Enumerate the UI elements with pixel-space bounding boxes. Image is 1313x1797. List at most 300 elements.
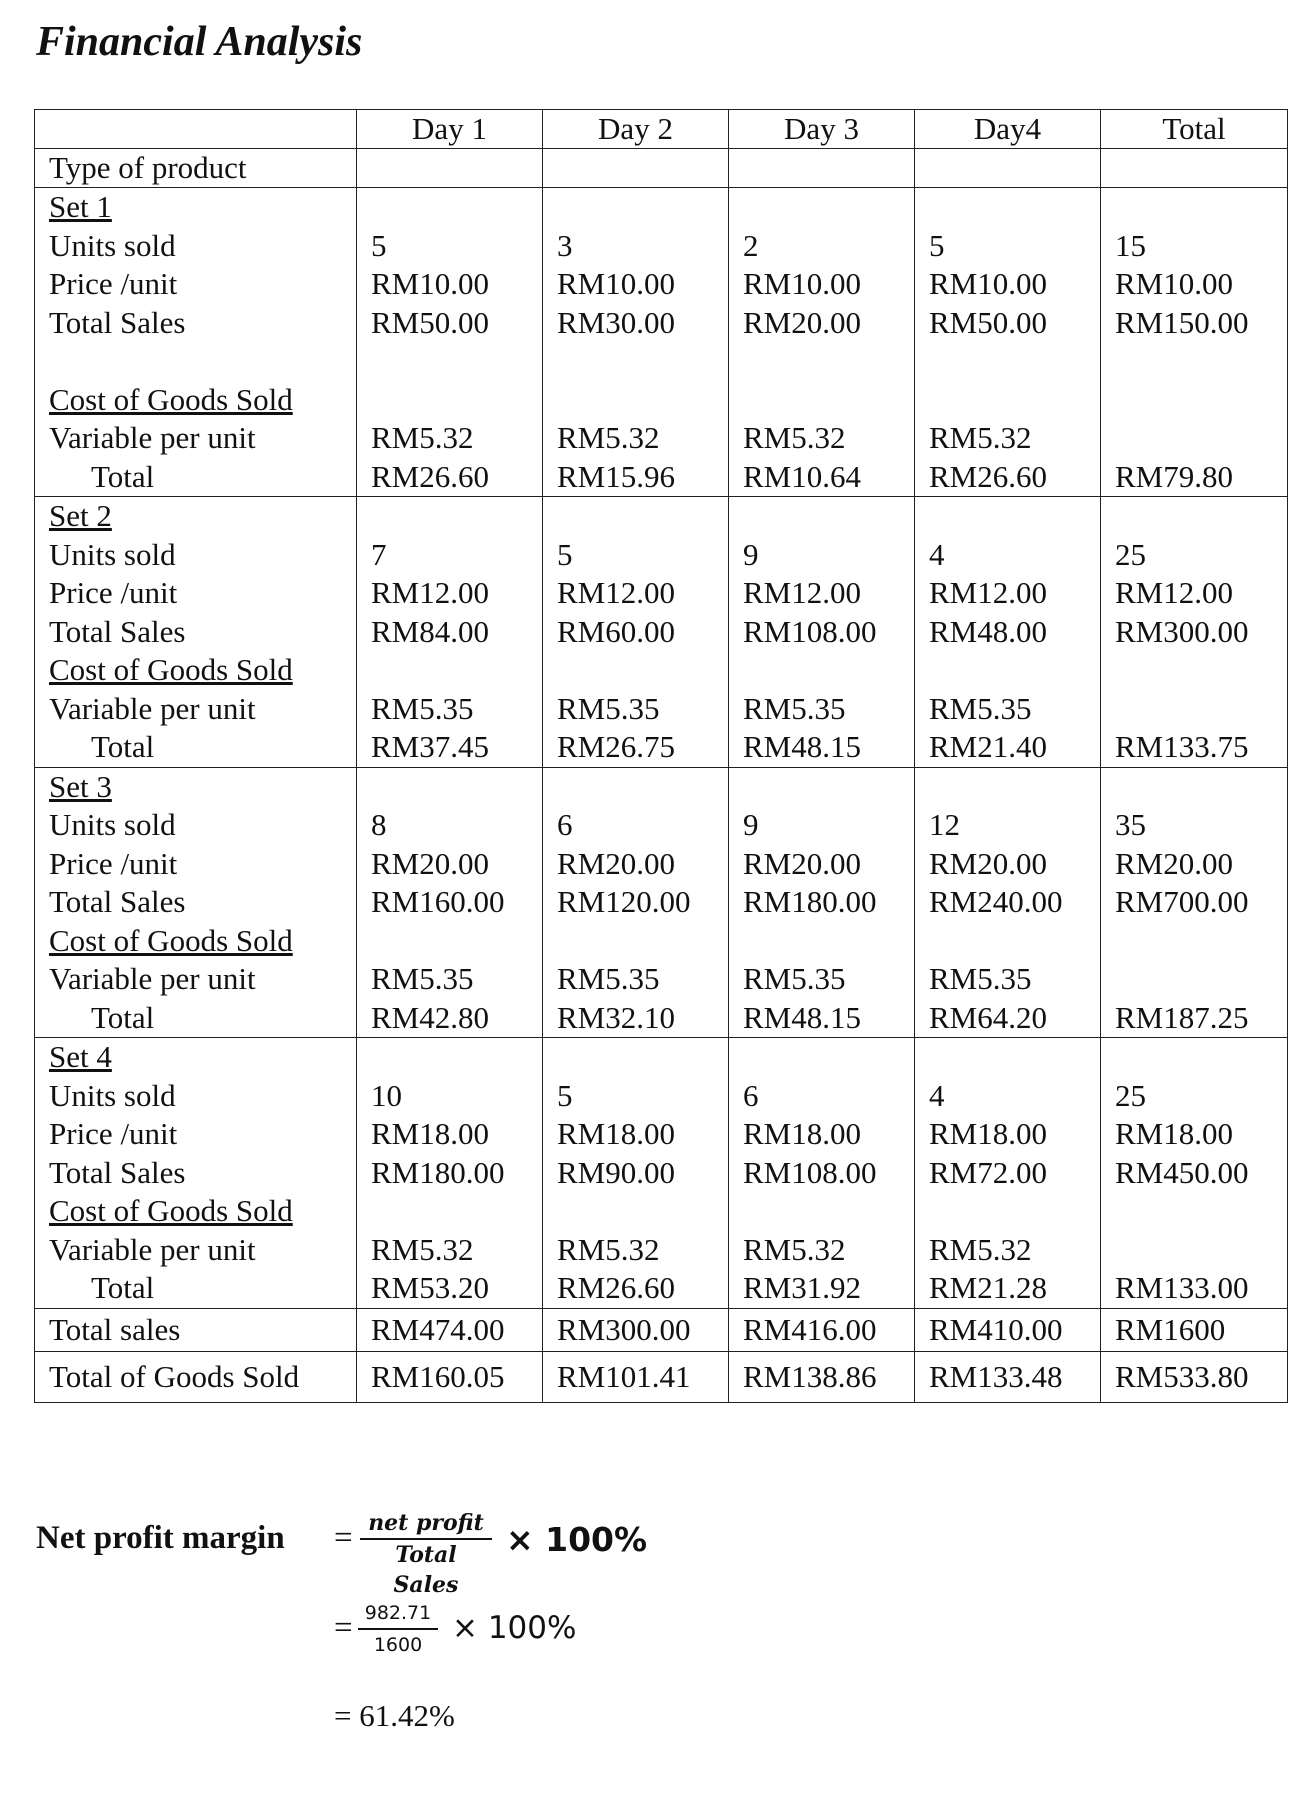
table-cell (357, 806, 543, 845)
table-cell (915, 806, 1101, 845)
table-cell (1101, 613, 1288, 652)
cell-text: RM5.35 (371, 961, 474, 996)
table-cell (729, 922, 915, 961)
set-name-row (35, 188, 1288, 227)
table-cell (1101, 806, 1288, 845)
cell-text: RM20.00 (743, 304, 861, 340)
set-name (35, 188, 357, 227)
set-name-row (35, 767, 1288, 806)
table-cell (915, 1192, 1101, 1231)
table-cell (543, 381, 729, 420)
table-cell (357, 1115, 543, 1154)
set-sales-row (35, 1154, 1288, 1193)
table-cell (729, 149, 915, 188)
table-cell (357, 1077, 543, 1116)
cell-text: Units sold (49, 227, 176, 263)
table-cell (1101, 1231, 1288, 1270)
row-label (35, 227, 357, 266)
table-cell (543, 1308, 729, 1351)
table-cell (35, 342, 357, 381)
row-label (35, 1115, 357, 1154)
table-cell (729, 1192, 915, 1231)
financial-table (34, 109, 1288, 1403)
cell-text: 5 (557, 536, 573, 572)
table-cell (357, 188, 543, 227)
variable-row (35, 1231, 1288, 1270)
table-cell (1101, 1038, 1288, 1077)
cell-text: RM187.25 (1115, 999, 1249, 1035)
table-cell (729, 381, 915, 420)
table-cell (357, 1231, 543, 1270)
row-label (35, 574, 357, 613)
cell-text: 6 (557, 807, 573, 842)
table-cell (729, 806, 915, 845)
table-cell (357, 1154, 543, 1193)
cell-text: RM72.00 (929, 1154, 1047, 1190)
row-label (35, 1351, 357, 1402)
table-cell (1101, 845, 1288, 884)
table-cell (543, 651, 729, 690)
row-label (35, 613, 357, 652)
cell-text: RM10.00 (743, 266, 861, 301)
cell-text: RM133.48 (929, 1358, 1063, 1394)
net-profit-result: = 61.42% (334, 1698, 455, 1733)
table-cell (915, 1231, 1101, 1270)
cell-text: Set 3 (49, 768, 112, 804)
table-cell (915, 1351, 1101, 1402)
cell-text: RM21.28 (929, 1270, 1047, 1305)
cell-text: RM18.00 (557, 1116, 675, 1151)
net-profit-margin-label: Net profit margin (36, 1520, 285, 1556)
row-label (35, 806, 357, 845)
cell-text: RM5.32 (371, 1231, 474, 1267)
table-cell (729, 304, 915, 343)
table-cell (357, 651, 543, 690)
cell-text: RM20.00 (557, 845, 675, 881)
cogs-row (35, 922, 1288, 961)
cell-text: RM10.00 (929, 266, 1047, 301)
table-cell (1101, 1192, 1288, 1231)
cell-text: RM18.00 (743, 1116, 861, 1151)
cogs-label (35, 1192, 357, 1231)
cell-text: Total Sales (49, 884, 186, 919)
table-cell (915, 1154, 1101, 1193)
cell-text: 4 (929, 536, 945, 572)
cell-text: Set 1 (49, 189, 112, 224)
table-cell (543, 227, 729, 266)
value-fraction (358, 1598, 438, 1660)
set-units-row (35, 536, 1288, 575)
cell-text: RM138.86 (743, 1358, 877, 1394)
table-cell (1101, 651, 1288, 690)
table-cell (729, 265, 915, 304)
table-cell (543, 845, 729, 884)
table-cell (1101, 265, 1288, 304)
cell-text: RM5.32 (371, 420, 474, 455)
cell-text: RM133.75 (1115, 729, 1249, 764)
table-cell (357, 458, 543, 497)
table-cell (357, 149, 543, 188)
table-cell (1101, 922, 1288, 961)
table-cell (729, 497, 915, 536)
cell-text: RM18.00 (1115, 1116, 1233, 1151)
cell-text: RM108.00 (743, 613, 877, 649)
table-cell (729, 1269, 915, 1308)
cell-text: RM18.00 (929, 1116, 1047, 1151)
cell-text: RM10.00 (371, 266, 489, 301)
cost-total-row (35, 999, 1288, 1038)
table-cell (1101, 1077, 1288, 1116)
cell-text: RM5.35 (929, 690, 1032, 726)
set-price-row (35, 1115, 1288, 1154)
cell-text: Cost of Goods Sold (49, 1193, 293, 1228)
table-cell (915, 767, 1101, 806)
table-cell (729, 613, 915, 652)
cell-text: Type of product (49, 150, 247, 185)
cell-text: RM1600 (1115, 1311, 1226, 1347)
table-cell (543, 1351, 729, 1402)
cell-text: RM5.35 (743, 961, 846, 996)
cogs-row (35, 381, 1288, 420)
cell-text: RM64.20 (929, 999, 1047, 1035)
set-price-row (35, 574, 1288, 613)
cell-text: Total Sales (49, 1154, 186, 1190)
table-cell (543, 728, 729, 767)
cell-text: RM150.00 (1115, 304, 1249, 340)
row-label (35, 419, 357, 458)
table-cell (729, 419, 915, 458)
table-cell (543, 1115, 729, 1154)
header-cell (915, 110, 1101, 149)
table-cell (357, 845, 543, 884)
cell-text: Cost of Goods Sold (49, 652, 293, 687)
cell-text: Price /unit (49, 575, 178, 610)
row-label (35, 883, 357, 922)
table-cell (915, 381, 1101, 420)
table-cell (357, 690, 543, 729)
table-cell (357, 536, 543, 575)
cell-text: 9 (743, 807, 759, 842)
cell-text: RM160.05 (371, 1358, 505, 1394)
cell-text: RM300.00 (1115, 613, 1249, 649)
table-cell (1101, 419, 1288, 458)
cell-text: RM48.15 (743, 999, 861, 1035)
table-cell (357, 1269, 543, 1308)
cell-text: RM5.32 (929, 1231, 1032, 1267)
cell-text: RM12.00 (1115, 575, 1233, 610)
cogs-row (35, 651, 1288, 690)
table-cell (357, 419, 543, 458)
set-units-row (35, 806, 1288, 845)
cell-text: 25 (1115, 1077, 1146, 1113)
cell-text: RM60.00 (557, 613, 675, 649)
table-cell (729, 227, 915, 266)
cell-text: Price /unit (49, 266, 178, 301)
cell-text: RM120.00 (557, 884, 691, 919)
cell-text: RM5.32 (929, 420, 1032, 455)
cell-text: RM84.00 (371, 613, 489, 649)
table-cell (1101, 690, 1288, 729)
table-cell (729, 342, 915, 381)
row-label (35, 536, 357, 575)
cell-text: Set 4 (49, 1039, 112, 1074)
table-cell (915, 149, 1101, 188)
cell-text: 3 (557, 227, 573, 263)
cell-text: RM101.41 (557, 1358, 691, 1394)
table-cell (729, 1154, 915, 1193)
cogs-label (35, 381, 357, 420)
table-cell (357, 574, 543, 613)
cell-text: RM48.00 (929, 613, 1047, 649)
table-cell (543, 999, 729, 1038)
cell-text: Total of Goods Sold (49, 1358, 300, 1394)
cell-text: Units sold (49, 536, 176, 572)
cogs-row (35, 1192, 1288, 1231)
cell-text: Total (91, 999, 155, 1035)
table-cell (915, 613, 1101, 652)
table-cell (357, 1351, 543, 1402)
table-cell (1101, 999, 1288, 1038)
table-cell (915, 960, 1101, 999)
table-cell (915, 845, 1101, 884)
set-price-row (35, 845, 1288, 884)
header-cell (357, 110, 543, 149)
table-cell (543, 806, 729, 845)
cell-text: RM90.00 (557, 1154, 675, 1190)
header-cell (543, 110, 729, 149)
table-cell (1101, 149, 1288, 188)
table-cell (729, 690, 915, 729)
cell-text: RM5.35 (371, 690, 474, 726)
spacer-row (35, 342, 1288, 381)
cell-text: RM180.00 (371, 1154, 505, 1190)
set-name (35, 1038, 357, 1077)
cell-text: RM10.00 (557, 266, 675, 301)
cell-text: RM10.00 (1115, 266, 1233, 301)
table-cell (357, 767, 543, 806)
cell-text: RM53.20 (371, 1270, 489, 1305)
table-cell (915, 1269, 1101, 1308)
cell-text: Day 1 (412, 111, 487, 146)
row-label (35, 458, 357, 497)
table-cell (543, 188, 729, 227)
cell-text: 5 (929, 227, 945, 263)
header-cell (729, 110, 915, 149)
table-cell (729, 767, 915, 806)
cell-text: Total (91, 458, 155, 494)
table-cell (729, 999, 915, 1038)
table-cell (543, 960, 729, 999)
cell-text: Variable per unit (49, 690, 256, 726)
row-label (35, 960, 357, 999)
cell-text: Price /unit (49, 845, 178, 881)
cell-text: Total Sales (49, 304, 186, 340)
table-cell (915, 651, 1101, 690)
set-sales-row (35, 304, 1288, 343)
set-sales-row (35, 883, 1288, 922)
table-cell (357, 227, 543, 266)
cell-text: RM21.40 (929, 729, 1047, 764)
table-cell (729, 188, 915, 227)
equals-sign-1: = (334, 1520, 353, 1556)
cell-text: RM5.35 (743, 690, 846, 726)
table-cell (729, 574, 915, 613)
table-cell (915, 1115, 1101, 1154)
table-cell (357, 613, 543, 652)
cell-text: RM240.00 (929, 884, 1063, 919)
table-cell (357, 1192, 543, 1231)
table-cell (915, 883, 1101, 922)
cell-text: 9 (743, 536, 759, 572)
set-name-row (35, 1038, 1288, 1077)
cell-text: RM20.00 (1115, 845, 1233, 881)
set-name (35, 767, 357, 806)
variable-row (35, 960, 1288, 999)
table-cell (1101, 458, 1288, 497)
table-cell (729, 1115, 915, 1154)
table-cell (915, 342, 1101, 381)
cell-text: RM5.32 (557, 420, 660, 455)
row-label (35, 845, 357, 884)
cell-text: RM15.96 (557, 458, 675, 494)
table-cell (543, 690, 729, 729)
total-sales-row (35, 1308, 1288, 1351)
formula-numerator: net profit (368, 1510, 484, 1536)
table-cell (1101, 1351, 1288, 1402)
table-cell (543, 419, 729, 458)
cell-text: RM12.00 (929, 575, 1047, 610)
table-cell (543, 1192, 729, 1231)
cell-text: RM31.92 (743, 1270, 861, 1305)
cell-text: Variable per unit (49, 420, 256, 455)
cell-text: 6 (743, 1077, 759, 1113)
cell-text: Day 3 (784, 111, 859, 146)
cell-text: 5 (371, 227, 387, 263)
cell-text: 10 (371, 1077, 402, 1113)
cell-text: RM300.00 (557, 1311, 691, 1347)
cell-text: RM700.00 (1115, 884, 1249, 919)
table-cell (357, 381, 543, 420)
cell-text: Cost of Goods Sold (49, 381, 293, 417)
table-cell (1101, 728, 1288, 767)
table-cell (543, 149, 729, 188)
cell-text: RM20.00 (743, 845, 861, 881)
table-cell (915, 999, 1101, 1038)
cell-text: RM5.35 (929, 961, 1032, 996)
table-cell (729, 1231, 915, 1270)
cell-text: Set 2 (49, 498, 112, 533)
row-label (35, 1308, 357, 1351)
table-cell (915, 458, 1101, 497)
table-cell (729, 1308, 915, 1351)
table-cell (1101, 497, 1288, 536)
table-cell (729, 536, 915, 575)
cell-text: Total (91, 1270, 155, 1305)
table-cell (1101, 304, 1288, 343)
set-sales-row (35, 613, 1288, 652)
row-label (35, 999, 357, 1038)
table-cell (729, 458, 915, 497)
cell-text: RM533.80 (1115, 1358, 1249, 1394)
table-cell (729, 1077, 915, 1116)
formula-denominator: Total Sales (393, 1542, 459, 1598)
table-cell (1101, 1115, 1288, 1154)
set-price-row (35, 265, 1288, 304)
cell-text: Units sold (49, 1077, 176, 1113)
table-cell (915, 690, 1101, 729)
cost-total-row (35, 458, 1288, 497)
cell-text: RM5.32 (743, 1231, 846, 1267)
cell-text: Price /unit (49, 1116, 178, 1151)
table-cell (1101, 342, 1288, 381)
table-cell (915, 227, 1101, 266)
cell-text: RM160.00 (371, 884, 505, 919)
table-cell (915, 922, 1101, 961)
cell-text: RM416.00 (743, 1311, 877, 1347)
set-units-row (35, 227, 1288, 266)
table-cell (729, 1351, 915, 1402)
table-cell (357, 497, 543, 536)
table-cell (1101, 883, 1288, 922)
cell-text: 2 (743, 227, 759, 263)
row-label (35, 149, 357, 188)
table-cell (1101, 1269, 1288, 1308)
table-cell (729, 1038, 915, 1077)
cost-total-row (35, 728, 1288, 767)
cell-text: RM10.64 (743, 458, 861, 494)
cell-text: RM79.80 (1115, 458, 1233, 494)
cell-text: RM48.15 (743, 729, 861, 764)
table-cell (915, 265, 1101, 304)
cell-text: RM26.60 (371, 458, 489, 494)
table-cell (543, 1154, 729, 1193)
table-cell (543, 1077, 729, 1116)
table-cell (1101, 574, 1288, 613)
page-title: Financial Analysis (36, 19, 363, 65)
cell-text: Cost of Goods Sold (49, 922, 293, 958)
table-cell (915, 728, 1101, 767)
cost-total-row (35, 1269, 1288, 1308)
row-label (35, 265, 357, 304)
table-cell (543, 536, 729, 575)
cell-text: RM410.00 (929, 1311, 1063, 1347)
table-cell (543, 1269, 729, 1308)
variable-row (35, 419, 1288, 458)
table-cell (543, 767, 729, 806)
value-denominator: 1600 (373, 1634, 423, 1656)
cogs-label (35, 922, 357, 961)
table-cell (357, 883, 543, 922)
table-cell (915, 536, 1101, 575)
table-cell (1101, 381, 1288, 420)
table-cell (915, 1308, 1101, 1351)
cell-text: RM5.35 (557, 961, 660, 996)
table-cell (729, 651, 915, 690)
cell-text: Total Sales (49, 613, 186, 649)
cell-text: RM26.60 (929, 458, 1047, 494)
row-label (35, 304, 357, 343)
cell-text: Total sales (49, 1311, 181, 1347)
cell-text: RM50.00 (371, 304, 489, 340)
cell-text: Day 2 (598, 111, 673, 146)
cell-text: Units sold (49, 807, 176, 842)
table-cell (729, 883, 915, 922)
cell-text: RM42.80 (371, 999, 489, 1035)
table-cell (915, 497, 1101, 536)
table-cell (543, 497, 729, 536)
formula-multiplier: × 100% (506, 1520, 648, 1559)
table-cell (543, 922, 729, 961)
